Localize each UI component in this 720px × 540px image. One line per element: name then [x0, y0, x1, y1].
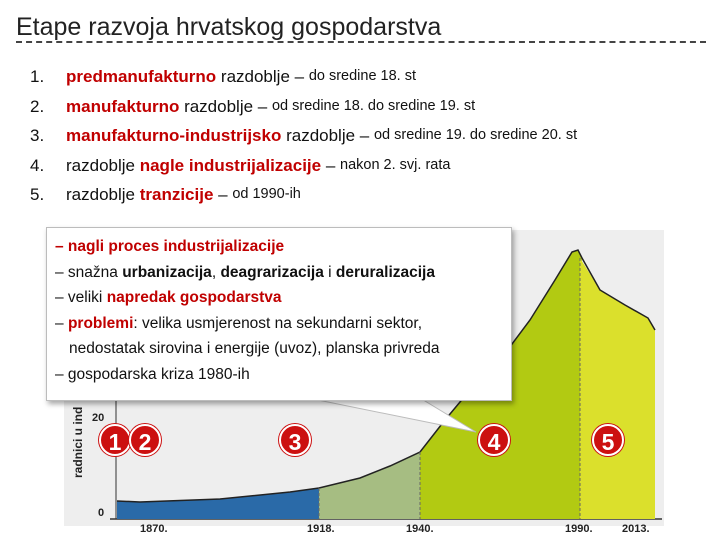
callout-text: – veliki	[55, 289, 107, 306]
stage-item-1	[30, 62, 710, 92]
callout-highlight: – nagli proces industrijalizacije	[55, 238, 285, 255]
slide-title: Etape razvoja hrvatskog gospodarstva	[16, 13, 442, 41]
callout-text: i	[323, 263, 336, 281]
y-tick-label: 20	[92, 412, 105, 424]
x-tick-label: 1990.	[565, 523, 593, 535]
stage-badge-4: 4	[478, 424, 510, 456]
x-tick-label: 1870.	[140, 523, 168, 535]
stage-name: manufakturno-industrijsko	[66, 126, 282, 145]
callout-bold: deruralizacija	[335, 263, 435, 281]
stage-period: nakon 2. svj. rata	[340, 156, 451, 173]
stage-period: od sredine 18. do sredine 19. st	[271, 97, 476, 114]
callout-text: : velika usmjerenost na sekundarni sektor,	[133, 314, 423, 332]
stage-text: –	[321, 155, 341, 175]
stage-name: nagle industrijalizacije	[139, 155, 322, 175]
stage-item-5	[30, 180, 710, 210]
y-axis-label: radnici u ind	[71, 406, 85, 478]
callout-bold: deagrarizacija	[220, 263, 324, 281]
stage-prefix: razdoblje	[66, 155, 140, 175]
title-underline	[16, 41, 706, 43]
callout-highlight: problemi	[67, 314, 134, 332]
stage-badge-2: 2	[129, 424, 161, 456]
stage-number: 4.	[30, 155, 45, 175]
x-tick-label: 2013.	[622, 523, 650, 535]
stage-text: razdoblje –	[179, 96, 272, 116]
y-tick-label: 0	[98, 507, 105, 519]
stage-number: 2.	[30, 96, 45, 116]
callout-line	[55, 285, 505, 311]
stage-number: 3.	[30, 126, 45, 145]
stage-period: od sredine 19. do sredine 20. st	[373, 127, 578, 143]
callout-line	[55, 311, 505, 337]
x-tick-label: 1940.	[406, 523, 434, 535]
stage-number: 1.	[30, 67, 45, 86]
stage-item-4	[30, 151, 710, 181]
stages-list	[30, 62, 710, 210]
stage-name: manufakturno	[66, 96, 180, 116]
callout-line: – gospodarska kriza 1980-ih	[55, 365, 250, 383]
stage-item-2	[30, 92, 710, 122]
callout-line: nedostatak sirovina i energije (uvoz), planska privreda	[69, 340, 440, 357]
callout-highlight: napredak gospodarstva	[106, 289, 282, 306]
stage-badge-3: 3	[279, 424, 311, 456]
stage-text: razdoblje –	[281, 126, 374, 145]
stage-name: predmanufakturno	[66, 67, 217, 86]
callout-line	[55, 260, 505, 286]
stage-period: do sredine 18. st	[308, 68, 417, 84]
stage-badge-1: 1	[99, 424, 131, 456]
callout-line	[55, 234, 505, 260]
callout-text: –	[55, 314, 68, 332]
stage-item-3	[30, 121, 710, 151]
stage-text: razdoblje –	[216, 67, 309, 86]
x-tick-label: 1918.	[307, 523, 335, 535]
stage-number: 5.	[30, 185, 45, 204]
stage-name: tranzicije	[139, 185, 214, 204]
callout-text: – snažna	[55, 263, 123, 281]
stage-prefix: razdoblje	[66, 185, 140, 204]
callout-text: ,	[211, 263, 221, 281]
stage-period: od 1990-ih	[232, 186, 301, 202]
callout-box	[46, 227, 512, 401]
stage-text: –	[213, 185, 233, 204]
callout-bold: urbanizacija	[122, 263, 212, 281]
stage-badge-5: 5	[592, 424, 624, 456]
